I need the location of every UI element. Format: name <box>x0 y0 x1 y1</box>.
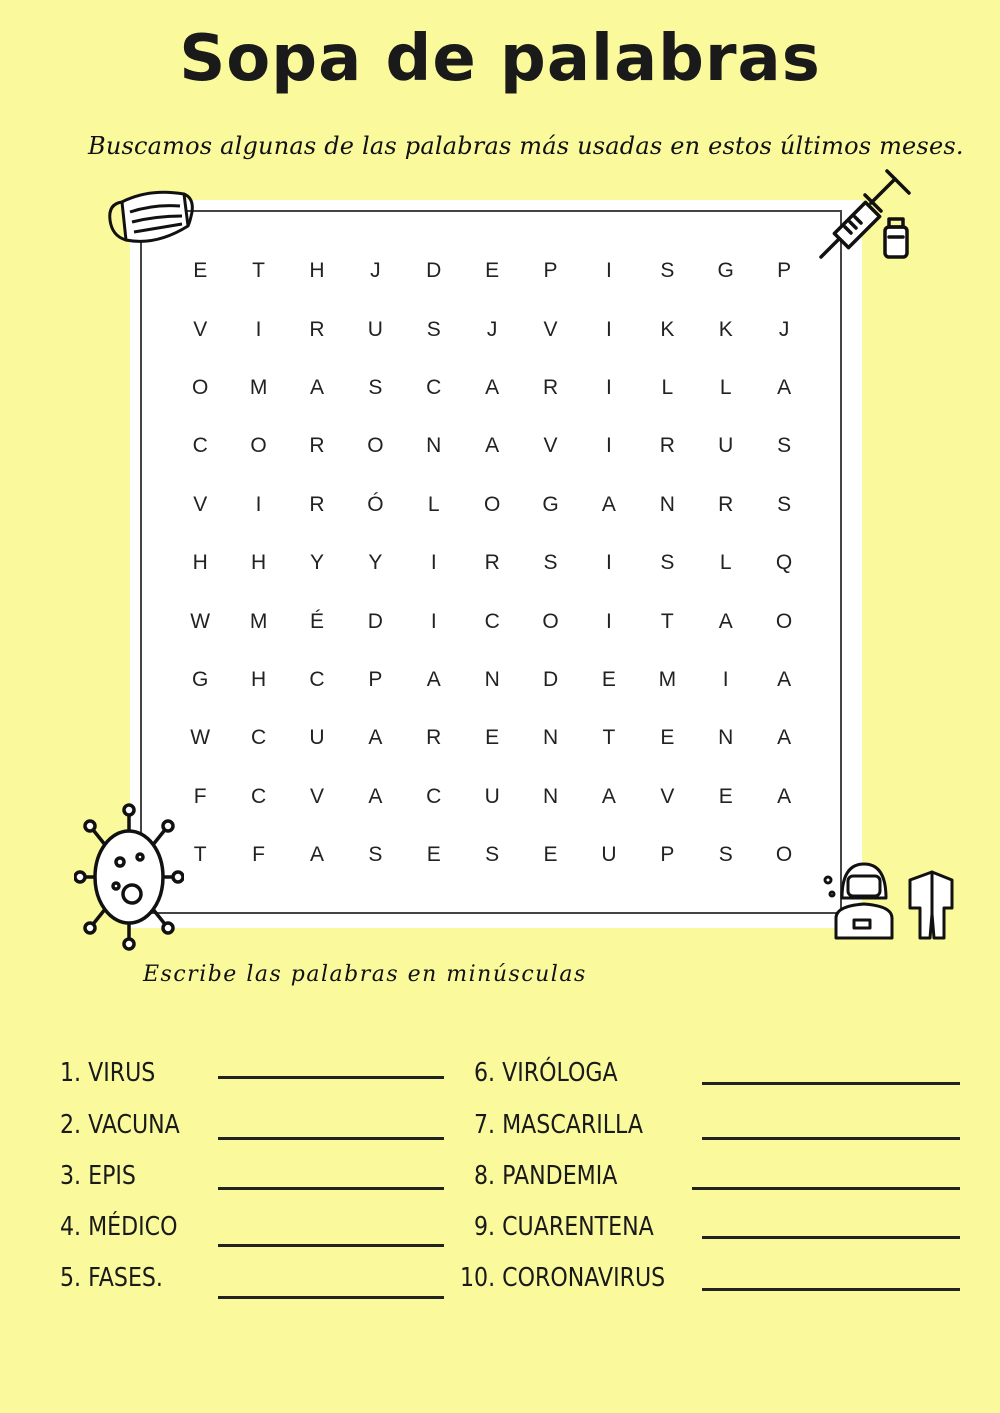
grid-letter[interactable]: A <box>309 843 324 867</box>
grid-letter[interactable]: A <box>718 609 733 633</box>
grid-letter[interactable]: A <box>485 434 500 458</box>
syringe-vial-icon <box>815 165 915 265</box>
grid-letter[interactable]: P <box>660 843 675 867</box>
word-item-9: 9. CUARENTENA <box>474 1212 654 1242</box>
grid-letter[interactable]: I <box>606 375 612 399</box>
word-item-4: 4. MÉDICO <box>60 1212 178 1242</box>
grid-letter[interactable]: C <box>192 434 208 458</box>
grid-letter[interactable]: N <box>718 726 734 750</box>
grid-letter[interactable]: Y <box>309 551 324 575</box>
grid-letter[interactable]: A <box>601 784 616 808</box>
grid-letter[interactable]: V <box>543 317 558 341</box>
grid-letter[interactable]: S <box>485 843 500 867</box>
grid-letter[interactable]: I <box>606 317 612 341</box>
grid-letter[interactable]: E <box>485 726 500 750</box>
grid-letter[interactable]: G <box>542 492 559 516</box>
grid-letter[interactable]: H <box>309 259 325 283</box>
grid-letter[interactable]: C <box>484 609 500 633</box>
grid-letter[interactable]: J <box>370 259 381 283</box>
grid-letter[interactable]: I <box>722 667 729 691</box>
grid-letter[interactable]: U <box>601 843 617 867</box>
grid-letter[interactable]: N <box>426 434 442 458</box>
grid-letter[interactable]: C <box>251 784 267 808</box>
grid-letter[interactable]: E <box>543 843 558 867</box>
answer-line-9[interactable] <box>702 1236 960 1239</box>
face-mask-icon <box>104 180 194 260</box>
grid-letter[interactable]: I <box>606 551 612 575</box>
grid-letter[interactable]: O <box>775 609 793 633</box>
answer-line-3[interactable] <box>218 1187 444 1190</box>
word-search-grid <box>171 242 813 884</box>
grid-letter[interactable]: E <box>193 259 208 283</box>
grid-letter[interactable]: H <box>192 551 208 575</box>
grid-letter[interactable]: Q <box>775 551 793 575</box>
grid-letter[interactable]: E <box>660 726 675 750</box>
grid-letter[interactable]: H <box>251 667 267 691</box>
word-item-7: 7. MASCARILLA <box>474 1110 644 1140</box>
grid-letter[interactable]: W <box>190 609 211 633</box>
grid-letter[interactable]: R <box>484 551 500 575</box>
grid-letter[interactable]: E <box>601 667 616 691</box>
grid-letter[interactable]: G <box>717 259 734 283</box>
grid-letter[interactable]: R <box>426 726 442 750</box>
grid-letter[interactable]: T <box>193 843 207 867</box>
grid-letter[interactable]: S <box>543 551 558 575</box>
grid-letter[interactable]: S <box>660 259 675 283</box>
grid-letter[interactable]: A <box>368 726 383 750</box>
grid-letter[interactable]: I <box>255 492 262 516</box>
grid-letter[interactable]: U <box>718 434 734 458</box>
instruction-text: Escribe las palabras en minúsculas <box>143 962 587 987</box>
grid-letter[interactable]: R <box>542 375 559 399</box>
grid-letter[interactable]: H <box>251 551 267 575</box>
grid-letter[interactable]: G <box>192 667 209 691</box>
word-item-5: 5. FASES. <box>60 1263 163 1293</box>
grid-letter[interactable]: E <box>426 843 441 867</box>
grid-letter[interactable]: S <box>718 843 733 867</box>
answer-line-7[interactable] <box>702 1137 960 1140</box>
grid-letter[interactable]: T <box>602 726 616 750</box>
word-item-8: 8. PANDEMIA <box>474 1161 618 1191</box>
answer-line-6[interactable] <box>702 1082 960 1085</box>
grid-letter[interactable]: A <box>777 726 792 750</box>
grid-letter[interactable]: M <box>249 375 268 399</box>
answer-line-5[interactable] <box>218 1296 444 1299</box>
grid-letter[interactable]: S <box>368 843 383 867</box>
word-item-10: 10. CORONAVIRUS <box>460 1263 666 1293</box>
grid-letter[interactable]: K <box>718 317 733 341</box>
grid-letter[interactable]: W <box>190 726 211 750</box>
answer-line-1[interactable] <box>218 1076 444 1079</box>
grid-letter[interactable]: M <box>249 609 268 633</box>
grid-letter[interactable]: F <box>252 843 265 867</box>
grid-letter[interactable]: U <box>484 784 500 808</box>
grid-letter[interactable]: N <box>542 784 559 808</box>
grid-letter[interactable]: U <box>309 726 325 750</box>
grid-letter[interactable]: C <box>426 375 442 399</box>
grid-letter[interactable]: R <box>309 492 325 516</box>
grid-letter[interactable]: U <box>367 317 383 341</box>
grid-letter[interactable]: S <box>368 375 383 399</box>
grid-letter[interactable]: S <box>777 434 792 458</box>
grid-letter[interactable]: S <box>660 551 675 575</box>
grid-letter[interactable]: V <box>543 434 558 458</box>
grid-letter[interactable]: I <box>430 609 437 633</box>
grid-letter[interactable]: O <box>367 434 384 458</box>
grid-letter[interactable]: I <box>606 434 612 458</box>
grid-letter[interactable]: R <box>659 434 675 458</box>
grid-letter[interactable]: N <box>659 492 675 516</box>
grid-letter[interactable]: V <box>660 784 675 808</box>
grid-letter[interactable]: F <box>193 784 207 808</box>
virus-icon <box>74 802 184 952</box>
word-item-1: 1. VIRUS <box>60 1058 156 1088</box>
grid-letter[interactable]: L <box>427 492 440 516</box>
grid-letter[interactable]: C <box>309 667 325 691</box>
grid-letter[interactable]: S <box>426 317 441 341</box>
grid-letter[interactable]: Ó <box>367 492 384 516</box>
grid-letter[interactable]: A <box>601 492 616 516</box>
grid-letter[interactable]: V <box>193 492 208 516</box>
grid-letter[interactable]: A <box>426 667 441 691</box>
grid-letter[interactable]: C <box>426 784 442 808</box>
word-item-6: 6. VIRÓLOGA <box>474 1058 618 1088</box>
grid-letter[interactable]: A <box>777 784 792 808</box>
word-item-2: 2. VACUNA <box>60 1110 180 1140</box>
grid-letter[interactable]: I <box>430 551 437 575</box>
answer-line-2[interactable] <box>218 1137 444 1140</box>
grid-letter[interactable]: D <box>367 609 383 633</box>
grid-letter[interactable]: N <box>542 726 559 750</box>
grid-letter[interactable]: O <box>192 375 209 399</box>
grid-letter[interactable]: L <box>719 375 732 399</box>
grid-letter[interactable]: M <box>658 667 677 691</box>
grid-letter[interactable]: J <box>778 317 790 341</box>
grid-letter[interactable]: K <box>660 317 675 341</box>
grid-letter[interactable]: P <box>777 259 792 283</box>
grid-letter[interactable]: O <box>775 843 793 867</box>
subtitle: Buscamos algunas de las palabras más usadas en estos últimos meses. <box>88 132 964 160</box>
grid-letter[interactable]: A <box>368 784 383 808</box>
grid-letter[interactable]: P <box>543 259 558 283</box>
grid-letter[interactable]: I <box>255 317 262 341</box>
grid-letter[interactable]: I <box>606 259 612 283</box>
grid-letter[interactable]: A <box>485 375 500 399</box>
grid-letter[interactable]: A <box>777 667 792 691</box>
grid-letter[interactable]: C <box>251 726 267 750</box>
grid-letter[interactable]: V <box>309 784 324 808</box>
grid-letter[interactable]: P <box>368 667 383 691</box>
answer-line-10[interactable] <box>702 1288 960 1291</box>
grid-letter[interactable]: L <box>719 551 732 575</box>
grid-letter[interactable]: E <box>718 784 733 808</box>
grid-letter[interactable]: É <box>309 609 324 633</box>
grid-letter[interactable]: A <box>777 375 792 399</box>
grid-letter[interactable]: N <box>484 667 500 691</box>
page-title: Sopa de palabras <box>179 22 821 96</box>
grid-letter[interactable]: O <box>483 492 501 516</box>
grid-letter[interactable]: T <box>660 609 674 633</box>
grid-letter[interactable]: D <box>426 259 442 283</box>
grid-letter[interactable]: L <box>661 375 674 399</box>
grid-letter[interactable]: Y <box>368 551 383 575</box>
grid-letter[interactable]: R <box>309 434 325 458</box>
grid-letter[interactable]: R <box>309 317 325 341</box>
doctor-ppe-icon <box>820 858 960 946</box>
grid-letter[interactable]: O <box>542 609 559 633</box>
grid-letter[interactable]: R <box>718 492 734 516</box>
grid-letter[interactable]: S <box>777 492 792 516</box>
grid-letter[interactable]: V <box>193 317 208 341</box>
grid-letter[interactable]: T <box>252 259 265 283</box>
grid-letter[interactable]: D <box>542 667 559 691</box>
grid-letter[interactable]: I <box>606 609 612 633</box>
grid-letter[interactable]: E <box>485 259 500 283</box>
answer-line-4[interactable] <box>218 1244 444 1247</box>
answer-line-8[interactable] <box>692 1187 960 1190</box>
grid-letter[interactable]: A <box>309 375 324 399</box>
grid-letter[interactable]: O <box>250 434 267 458</box>
word-item-3: 3. EPIS <box>60 1161 136 1191</box>
grid-letter[interactable]: J <box>486 317 498 341</box>
